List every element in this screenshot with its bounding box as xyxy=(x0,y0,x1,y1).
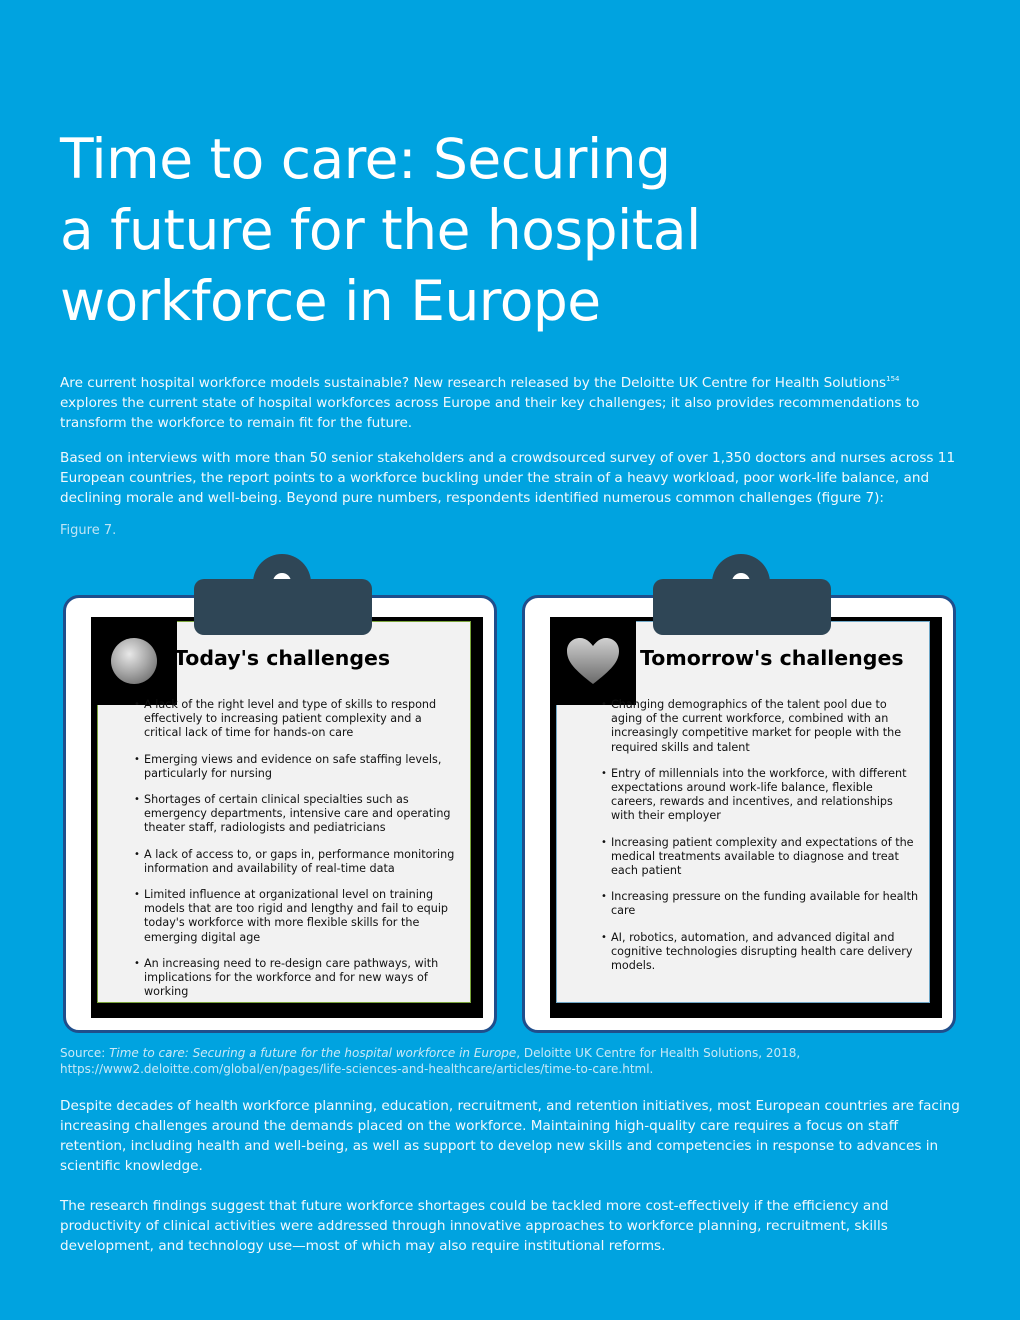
list-item: • Increasing patient complexity and expectations of the medical treatments available to diagnose and treat each patient xyxy=(601,836,919,879)
outro-paragraph-2: The research findings suggest that future workforce shortages could be tackled more cost-effectively if the efficiency and productivity of clinical activities were addressed through innovative approaches to workforce planning, recruitment, skills development, and technology use—most of which may also require institutional reforms. xyxy=(60,1198,889,1254)
list-item: • An increasing need to re-design care pathways, with implications for the workforce and for new ways of working xyxy=(134,957,456,1000)
outro-paragraph-1: Despite decades of health workforce planning, education, recruitment, and retention initiatives, most European countries are facing increasing challenges around the demands placed on the workforce. Maintaining high-quality care requires a focus on staff retention, including health and well-being, as well as support to develop new skills and competencies in response to advances in scientific knowledge. xyxy=(60,1098,960,1174)
figure-source xyxy=(60,1045,960,1077)
list-item: • A lack of the right level and type of skills to respond effectively to increasing patient complexity and a critical lack of time for hands-on care xyxy=(134,698,456,741)
clipboard-tomorrow xyxy=(522,595,956,1033)
list-item: • Entry of millennials into the workforce, with different expectations around work-life balance, flexible careers, rewards and incentives, and relationships with their employer xyxy=(601,767,919,824)
heart-icon xyxy=(550,617,636,705)
source-url[interactable]: https://www2.deloitte.com/global/en/pages/life-sciences-and-healthcare/articles/time-to-care.html. xyxy=(60,1062,654,1076)
source-prefix: Source: xyxy=(60,1046,110,1060)
title-line: workforce in Europe xyxy=(60,269,601,333)
clip-bar xyxy=(194,579,372,635)
sphere-shape xyxy=(111,638,157,684)
intro-paragraph-2: Based on interviews with more than 50 senior stakeholders and a crowdsourced survey of over 1,350 doctors and nurses across 11 European countries, the report points to a workforce buckling under the strain of a heavy workload, poor work-life balance, and declining morale and well-being. Beyond pure numbers, respondents identified numerous common challenges (figure 7): xyxy=(60,450,956,506)
figure-label: Figure 7. xyxy=(60,523,117,538)
intro-text-rest: explores the current state of hospital workforces across Europe and their key challenges; it also provides recommendations to transform the workforce to remain fit for the future. xyxy=(60,395,920,431)
list-item: • AI, robotics, automation, and advanced digital and cognitive technologies disrupting health care delivery models. xyxy=(601,931,919,974)
sphere-icon xyxy=(91,617,177,705)
list-item: • Increasing pressure on the funding available for health care xyxy=(601,890,919,918)
board-heading: Today's challenges xyxy=(174,646,391,670)
page-title xyxy=(60,124,780,337)
board-heading: Tomorrow's challenges xyxy=(640,646,904,670)
list-item: • Emerging views and evidence on safe staffing levels, particularly for nursing xyxy=(134,753,456,781)
challenge-list xyxy=(601,698,919,985)
title-line: a future for the hospital xyxy=(60,198,701,262)
title-line: Time to care: Securing xyxy=(60,127,671,191)
intro-text: Are current hospital workforce models sustainable? New research released by the Deloitte UK Centre for Health Solutions xyxy=(60,375,887,391)
clip-bar xyxy=(653,579,831,635)
clipboard-today xyxy=(63,595,497,1033)
source-rest: , Deloitte UK Centre for Health Solutions, 2018, xyxy=(516,1046,801,1060)
list-item: • Shortages of certain clinical specialties such as emergency departments, intensive care and operating theater staff, radiologists and pediatricians xyxy=(134,793,456,836)
intro-paragraph-1 xyxy=(60,369,960,433)
list-item: • Changing demographics of the talent pool due to aging of the current workforce, combined with an increasingly competitive market for people with the required skills and talent xyxy=(601,698,919,755)
footnote-marker: 154 xyxy=(886,375,900,383)
list-item: • A lack of access to, or gaps in, performance monitoring information and availability of real-time data xyxy=(134,848,456,876)
challenge-list xyxy=(134,698,456,1011)
source-title: Time to care: Securing a future for the hospital workforce in Europe xyxy=(109,1046,517,1060)
list-item: • Limited influence at organizational level on training models that are too rigid and lengthy and fail to equip today's workforce with more flexible skills for the emerging digital age xyxy=(134,888,456,945)
heart-shape xyxy=(565,636,621,686)
